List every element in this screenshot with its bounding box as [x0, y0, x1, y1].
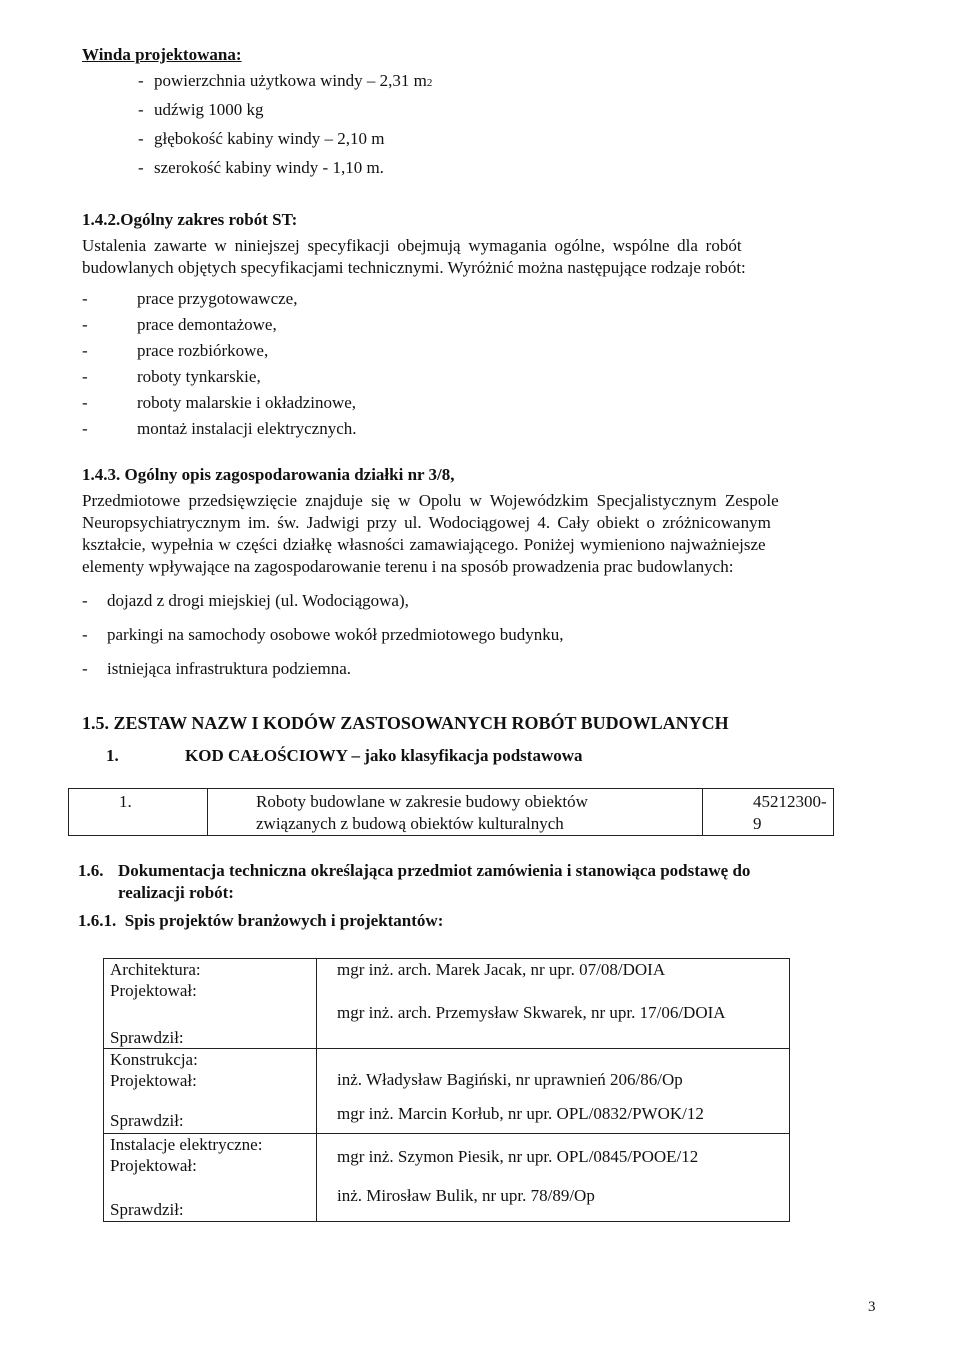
winda-heading: Winda projektowana:	[82, 45, 242, 64]
page-number: 3	[868, 1299, 876, 1315]
list-item: - prace rozbiórkowe,	[82, 341, 269, 360]
branch-cell: Architektura: Projektował: Sprawdził:	[104, 959, 317, 1049]
table-row	[104, 1133, 790, 1221]
list-item: - roboty malarskie i okładzinowe,	[82, 393, 357, 412]
table-row	[69, 789, 834, 836]
superscript: 2	[426, 77, 433, 89]
list-item: - szerokość kabiny windy - 1,10 m.	[138, 158, 384, 177]
section-16-heading: Dokumentacja techniczna określająca przedmiot zamówienia i stanowiąca podstawę do realizacji robót:	[118, 861, 751, 903]
list-item: - powierzchnia użytkowa windy – 2,31 m 2	[138, 71, 433, 90]
section-15-sub-number: 1.	[106, 746, 119, 765]
section-143-list	[82, 590, 564, 692]
list-item: - prace demontażowe,	[82, 315, 277, 334]
winda-list	[138, 70, 432, 186]
section-16-number: 1.6.	[78, 861, 104, 880]
table-row	[104, 1048, 790, 1133]
table-cell-desc: Roboty budowlane w zakresie budowy obiektów związanych z budową obiektów kulturalnych	[208, 789, 703, 836]
section-142-list	[82, 288, 357, 444]
code-table	[68, 788, 834, 836]
designer-cell: mgr inż. Szymon Piesik, nr upr. OPL/0845/POOE/12 inż. Mirosław Bulik, nr upr. 78/89/Op	[317, 1133, 790, 1221]
section-161-heading: 1.6.1. Spis projektów branżowych i projektantów:	[78, 911, 444, 930]
list-item: - montaż instalacji elektrycznych.	[82, 419, 357, 438]
designers-table	[103, 958, 790, 1222]
list-item: - głębokość kabiny windy – 2,10 m	[138, 129, 385, 148]
designer-cell: mgr inż. arch. Marek Jacak, nr upr. 07/08/DOIA mgr inż. arch. Przemysław Skwarek, nr upr. 17/06/DOIA	[317, 959, 790, 1049]
branch-cell: Konstrukcja: Projektował: Sprawdził:	[104, 1048, 317, 1133]
table-cell-no: 1.	[69, 789, 208, 836]
section-143-paragraph: Przedmiotowe przedsięwzięcie znajduje się w Opolu w Wojewódzkim Specjalistycznym Zespole Neuropsychiatrycznym im. św. Jadwigi przy ul. Wodociągowej 4. Cały obiekt o zróżnicowanym kształcie, wypełnia w części działkę własności zamawiającego. Poniżej wymieniono najważniejsze elementy wpływające na zagospodarowanie terenu i na sposób prowadzenia prac budowlanych:	[82, 491, 779, 577]
list-item: - udźwig 1000 kg	[138, 100, 264, 119]
section-143-heading: 1.4.3. Ogólny opis zagospodarowania działki nr 3/8,	[82, 465, 455, 484]
table-row	[104, 959, 790, 1049]
list-item: - istniejąca infrastruktura podziemna.	[82, 659, 352, 678]
list-item: - parkingi na samochody osobowe wokół przedmiotowego budynku,	[82, 625, 564, 644]
list-item: - prace przygotowawcze,	[82, 289, 298, 308]
list-item: - dojazd z drogi miejskiej (ul. Wodociągowa),	[82, 591, 409, 610]
branch-cell: Instalacje elektryczne: Projektował: Sprawdził:	[104, 1133, 317, 1221]
section-142-heading: 1.4.2.Ogólny zakres robót ST:	[82, 210, 298, 229]
designer-cell: inż. Władysław Bagiński, nr uprawnień 206/86/Op mgr inż. Marcin Korłub, nr upr. OPL/0832/PWOK/12	[317, 1048, 790, 1133]
table-cell-code: 45212300-9	[703, 789, 834, 836]
section-15-sub-heading: KOD CAŁOŚCIOWY – jako klasyfikacja podstawowa	[185, 746, 583, 765]
section-142-paragraph: Ustalenia zawarte w niniejszej specyfikacji obejmują wymagania ogólne, wspólne dla robót budowlanych objętych specyfikacjami technicznymi. Wyróżnić można następujące rodzaje robót:	[82, 236, 746, 278]
list-item: - roboty tynkarskie,	[82, 367, 261, 386]
section-15-heading: 1.5. ZESTAW NAZW I KODÓW ZASTOSOWANYCH ROBÓT BUDOWLANYCH	[82, 713, 729, 733]
